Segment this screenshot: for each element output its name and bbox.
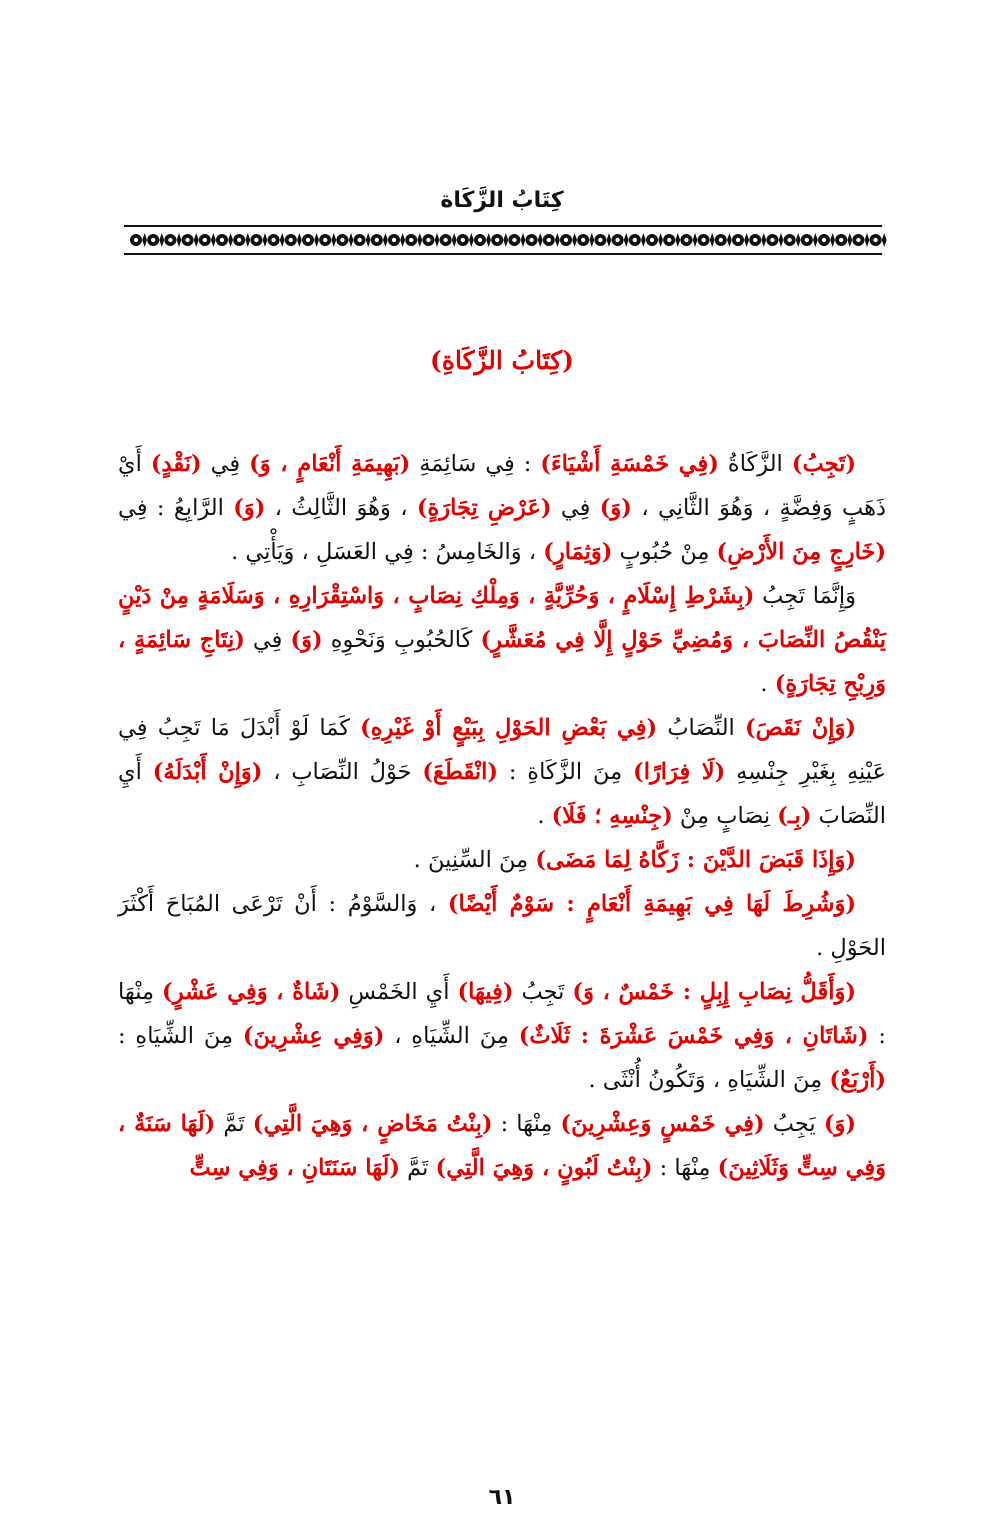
ornament-diamond (194, 233, 199, 247)
page-number: ٦١ (488, 1485, 516, 1510)
matn-text: (لَا فِرَارًا) (633, 759, 726, 785)
ornament-diamond (142, 233, 147, 247)
commentary-text: . (537, 803, 552, 829)
ornament-diamond (572, 233, 577, 247)
ornament-motif-center (736, 238, 740, 242)
matn-text: (فِي بَعْضِ الحَوْلِ بِبَيْعٍ أَوْ غَيْرِهِ) (360, 715, 658, 741)
commentary-text: مِنْهَا : (492, 1111, 561, 1137)
ornament-motif-center (151, 238, 155, 242)
ornament-diamond (263, 233, 268, 247)
commentary-text: : فِي سَائِمَةِ (410, 451, 541, 477)
matn-text: (لَهَا سَنَةٌ ، وَفِي سِتٍّ وَثَلَاثِينَ) (118, 1111, 886, 1181)
matn-text: (نِتَاجِ سَائِمَةٍ ، وَرِبْحِ تِجَارَةٍ) (118, 627, 886, 697)
matn-text: (بِنْتُ مَخَاضٍ ، وَهِيَ الَّتِي) (252, 1111, 493, 1137)
paragraph (118, 882, 886, 970)
ornament-diamond (314, 233, 319, 247)
matn-text: (وَفِي عِشْرِينَ) (242, 1023, 385, 1049)
commentary-text: الزَّكَاةُ (718, 451, 792, 477)
commentary-text: أَيِ النِّصَابَ (118, 759, 886, 829)
ornament-diamond (366, 233, 371, 247)
chapter-header: كِتَابُ الزَّكَاة (440, 188, 564, 213)
ornament-motif-center (340, 238, 344, 242)
ornament-diamond (813, 233, 818, 247)
paragraph (118, 706, 886, 838)
ornament-motif-center (615, 238, 619, 242)
ornament-diamond (847, 233, 852, 247)
ornament-diamond (796, 233, 801, 247)
ornament-diamond (177, 233, 182, 247)
matn-text: (وَ) (233, 495, 266, 521)
commentary-text: كَمَا لَوْ أَبْدَلَ مَا تَجِبُ فِي عَيْنِهِ بِغَيْرِ جِنْسِهِ (118, 715, 887, 785)
ornamental-border (118, 222, 888, 258)
ornament-diamond (521, 233, 526, 247)
matn-text: (بِشَرْطِ إِسْلَامٍ ، وَحُرِّيَّةٍ ، وَمِلْكِ نِصَابٍ ، وَاسْتِقْرَارِهِ ، وَسَلَامَةٍ مِنْ دَيْنٍ يَنْقُصُ النِّصَابَ ، وَمُضِيِّ حَوْلٍ إِلَّا فِي مُعَشَّرٍ) (118, 583, 886, 653)
ornament-motif-center (839, 238, 843, 242)
ornament-diamond (865, 233, 870, 247)
ornament-diamond (469, 233, 474, 247)
matn-text: (وَ) (290, 627, 323, 653)
commentary-text: ، وَالخَامِسُ : فِي العَسَلِ ، وَيَأْتِي . (231, 539, 544, 565)
commentary-text: ، وَالسَّوْمُ : أَنْ تَرْعَى المُبَاحَ أَكْثَرَ الحَوْلِ . (118, 891, 886, 961)
ornament-diamond (555, 233, 560, 247)
matn-text: (أَرْبَعٌ) (829, 1067, 886, 1093)
ornament-motif-center (856, 238, 860, 242)
commentary-text: النِّصَابُ (657, 715, 745, 741)
ornament-diamond (486, 233, 491, 247)
commentary-text: مِنَ الشِّيَاهِ : (118, 1023, 243, 1049)
ornament-diamond (297, 233, 302, 247)
ornament-motif-center (701, 238, 705, 242)
ornament-motif-center (323, 238, 327, 242)
body-text (118, 442, 886, 1190)
ornament-motif-center (512, 238, 516, 242)
matn-text: (فِيهَا) (457, 979, 514, 1005)
ornament-motif-center (598, 238, 602, 242)
ornament-diamond (349, 233, 354, 247)
ornament-diamond (417, 233, 422, 247)
ornament-diamond (159, 233, 164, 247)
ornament-motif-center (684, 238, 688, 242)
ornament-motif-center (529, 238, 533, 242)
ornament-motif-center (719, 238, 723, 242)
matn-text: (جِنْسِهِ ؛ فَلَا) (551, 803, 673, 829)
matn-text: (شَاةٌ ، وَفِي عَشْرٍ) (162, 979, 341, 1005)
ornament-motif-center (375, 238, 379, 242)
ornament-motif-center (168, 238, 172, 242)
commentary-text: تَجِبُ (513, 979, 573, 1005)
matn-text: (بِنْتُ لَبُونٍ ، وَهِيَ الَّتِي) (435, 1155, 653, 1181)
matn-text: (فِي خَمْسٍ وَعِشْرِينَ) (560, 1111, 765, 1137)
ornament-motif-center (392, 238, 396, 242)
ornament-diamond (503, 233, 508, 247)
ornament-motif-center (581, 238, 585, 242)
ornament-diamond (331, 233, 336, 247)
commentary-text: نِصَابٍ مِنْ (672, 803, 778, 829)
ornament-motif-center (203, 238, 207, 242)
ornament-motif-center (770, 238, 774, 242)
matn-text: (شَاتَانِ ، وَفِي خَمْسَ عَشْرَةَ : ثَلَاثٌ) (518, 1023, 869, 1049)
ornament-motif-center (753, 238, 757, 242)
matn-text: (وَإِنْ أَبْدَلَهُ) (152, 759, 263, 785)
ornament-motif-center (564, 238, 568, 242)
ornament-motif-center (805, 238, 809, 242)
commentary-text: أَيِ الخَمْسِ (340, 979, 458, 1005)
commentary-text: مِنَ الزَّكَاةِ : (498, 759, 634, 785)
matn-text: (تَجِبُ) (791, 451, 856, 477)
matn-text: (وَثِمَارٍ) (543, 539, 613, 565)
ornament-diamond (589, 233, 594, 247)
matn-text: (فِي خَمْسَةِ أَشْيَاءَ) (540, 451, 719, 477)
ornament-motif-center (547, 238, 551, 242)
ornament-motif-center (495, 238, 499, 242)
section-heading: (كِتَابُ الزَّكَاةِ) (430, 346, 574, 375)
commentary-text: تَمَّ (215, 1111, 253, 1137)
paragraph (118, 838, 886, 882)
commentary-text: كَالحُبُوبِ وَنَحْوِهِ (322, 627, 481, 653)
ornament-diamond (641, 233, 646, 247)
matn-text: (وَ) (823, 1111, 856, 1137)
matn-text: (لَهَا سَنَتَانِ ، وَفِي سِتٍّ (189, 1155, 400, 1181)
ornament-diamond (245, 233, 250, 247)
ornament-motif-center (873, 238, 877, 242)
ornament-motif-center (306, 238, 310, 242)
commentary-text: حَوْلُ النِّصَابِ ، (262, 759, 423, 785)
commentary-text: وَإِنَّمَا تَجِبُ (754, 583, 856, 609)
ornament-diamond (675, 233, 680, 247)
ornament-diamond (211, 233, 216, 247)
paragraph (118, 442, 886, 574)
ornament-diamond (280, 233, 285, 247)
matn-text: (بِـ) (777, 803, 812, 829)
ornament-diamond (607, 233, 612, 247)
ornament-motif-center (443, 238, 447, 242)
ornament-diamond (830, 233, 835, 247)
commentary-text: . (760, 671, 775, 697)
ornament-motif-center (409, 238, 413, 242)
ornament-diamond (400, 233, 405, 247)
matn-text: (عَرْضِ تِجَارَةٍ) (416, 495, 552, 521)
matn-text: (نَقْدٍ) (150, 451, 202, 477)
ornament-diamond (744, 233, 749, 247)
ornament-motif-center (271, 238, 275, 242)
ornament-diamond (761, 233, 766, 247)
commentary-text: مِنْهَا : (652, 1155, 718, 1181)
matn-text: (وَإِنْ نَقَصَ) (745, 715, 857, 741)
matn-text: (وَ) (599, 495, 632, 521)
commentary-text: تَمَّ (400, 1155, 436, 1181)
matn-text: (وَإِذَا قَبَضَ الدَّيْنَ : زَكَّاهُ لِمَا مَضَى) (535, 847, 856, 873)
ornament-motif-center (237, 238, 241, 242)
ornament-diamond (538, 233, 543, 247)
ornament-diamond (693, 233, 698, 247)
commentary-text: فِي (551, 495, 600, 521)
ornament-motif-center (478, 238, 482, 242)
commentary-text: فِي (244, 627, 291, 653)
ornament-diamond (727, 233, 732, 247)
matn-text: (بَهِيمَةِ أَنْعَامٍ ، وَ) (249, 451, 411, 477)
commentary-text: مِنَ السِّنِينَ . (413, 847, 536, 873)
commentary-text: مِنَ الشِّيَاهِ ، وَتَكُونُ أُنْثَى . (588, 1067, 830, 1093)
commentary-text: فِي (201, 451, 250, 477)
commentary-text: ، وَهُوَ الثَّالِثُ ، (265, 495, 417, 521)
commentary-text: مِنْهَا : (118, 979, 886, 1049)
commentary-text: الرَّابِعُ : فِي (118, 495, 234, 521)
ornament-diamond (452, 233, 457, 247)
ornament-diamond (779, 233, 784, 247)
commentary-text: مِنْ حُبُوبٍ (612, 539, 717, 565)
ornament-motif-center (357, 238, 361, 242)
ornament-motif-center (650, 238, 654, 242)
ornament-motif-center (667, 238, 671, 242)
ornament-motif-center (633, 238, 637, 242)
matn-text: (انْقَطَعَ) (422, 759, 499, 785)
ornament-diamond (435, 233, 440, 247)
ornament-motif-center (822, 238, 826, 242)
ornament-motif-center (185, 238, 189, 242)
matn-text: (وَشُرِطَ لَهَا فِي بَهِيمَةِ أَنْعَامٍ : سَوْمٌ أَيْضًا) (447, 891, 856, 917)
ornament-motif-center (787, 238, 791, 242)
ornament-motif-center (134, 238, 138, 242)
ornament-diamond (383, 233, 388, 247)
ornament-diamond (658, 233, 663, 247)
paragraph (118, 970, 886, 1102)
ornament-diamond (710, 233, 715, 247)
ornament-diamond (882, 233, 887, 247)
paragraph (118, 1102, 886, 1190)
commentary-text: يَجِبُ (764, 1111, 824, 1137)
matn-text: (وَأَقَلُّ نِصَابِ إِبِلٍ : خَمْسٌ ، وَ) (572, 979, 856, 1005)
ornament-motif-center (220, 238, 224, 242)
ornament-diamond (624, 233, 629, 247)
ornament-motif-center (289, 238, 293, 242)
paragraph (118, 574, 886, 706)
ornament-motif-center (426, 238, 430, 242)
commentary-text: مِنَ الشِّيَاهِ ، (384, 1023, 519, 1049)
ornament-motif-center (254, 238, 258, 242)
ornament-diamond (228, 233, 233, 247)
commentary-text: أَيْ ذَهَبٍ وَفِضَّةٍ ، وَهُوَ الثَّانِي ، (118, 451, 886, 521)
matn-text: (خَارِجٍ مِنَ الأَرْضِ) (716, 539, 886, 565)
ornament-motif-center (461, 238, 465, 242)
